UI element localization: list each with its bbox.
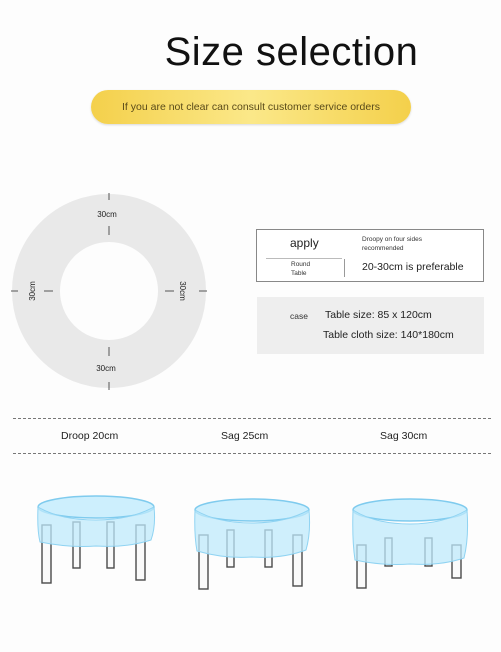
divider-bottom xyxy=(13,453,491,454)
apply-type-line2: Table xyxy=(291,270,307,277)
case-table-size: Table size: 85 x 120cm xyxy=(325,309,432,321)
table-illustration-3 xyxy=(353,499,468,588)
case-label: case xyxy=(290,311,308,321)
info-banner-text: If you are not clear can consult customer service orders xyxy=(122,101,380,113)
ring-bottom-label: 30cm xyxy=(96,364,116,373)
ring-right-label: 30cm xyxy=(178,281,187,301)
apply-value: 20-30cm is preferable xyxy=(362,261,464,273)
ring-left-label: 30cm xyxy=(28,281,37,301)
apply-divider xyxy=(266,258,342,259)
apply-vertical-divider xyxy=(344,259,345,277)
table-illustration-1 xyxy=(38,496,155,583)
apply-label: apply xyxy=(290,236,319,250)
case-info-box xyxy=(257,297,484,354)
apply-type-line1: Round xyxy=(291,261,311,268)
ring-shape xyxy=(36,218,182,364)
ring-top-label: 30cm xyxy=(97,210,117,219)
apply-note: Droopy on four sides recommended xyxy=(362,236,422,252)
option-label-sag-30: Sag 30cm xyxy=(380,430,428,442)
option-label-droop-20: Droop 20cm xyxy=(61,430,119,442)
apply-info-box xyxy=(256,229,484,282)
page-title: Size selection xyxy=(164,30,419,74)
option-label-sag-25: Sag 25cm xyxy=(221,430,269,442)
table-illustration-2 xyxy=(195,499,310,589)
case-cloth-size: Table cloth size: 140*180cm xyxy=(323,329,454,341)
divider-top xyxy=(13,418,491,419)
